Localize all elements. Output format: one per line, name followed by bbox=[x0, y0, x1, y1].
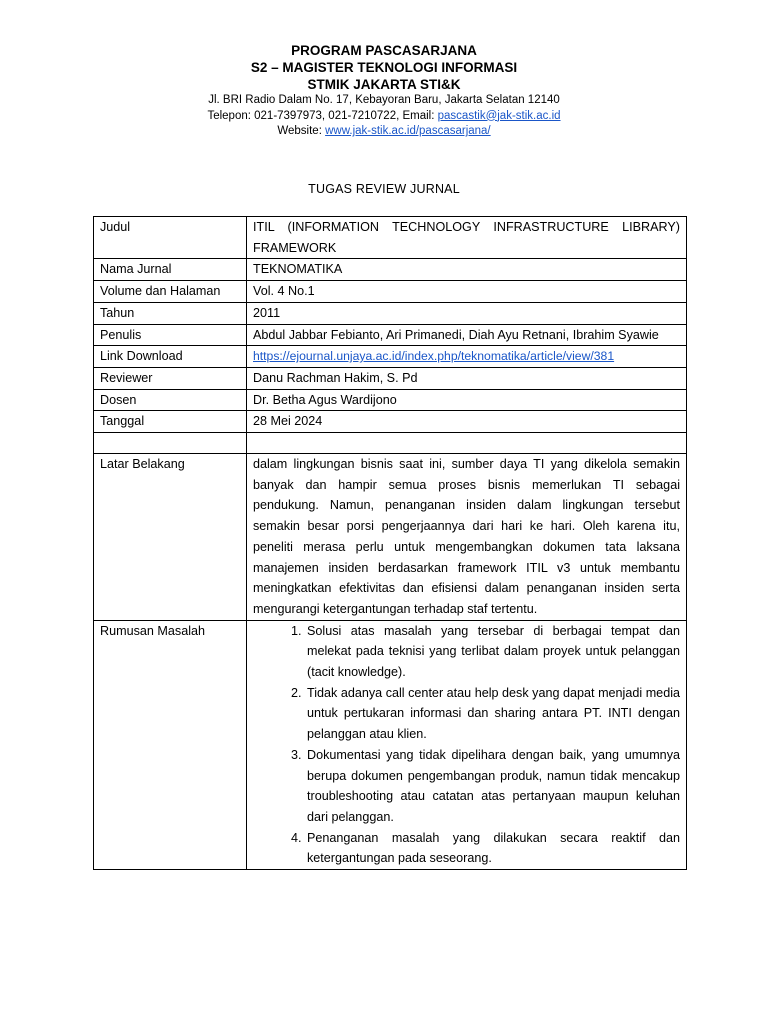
program-name: PROGRAM PASCASARJANA bbox=[291, 43, 477, 58]
problem-list bbox=[253, 621, 680, 869]
label-judul: Judul bbox=[94, 217, 247, 259]
table-row-rumusan-masalah bbox=[94, 620, 687, 869]
table-row-dosen bbox=[94, 389, 687, 411]
table-row-nama-jurnal bbox=[94, 259, 687, 281]
value-penulis: Abdul Jabbar Febianto, Ari Primanedi, Diah Ayu Retnani, Ibrahim Syawie bbox=[247, 324, 687, 346]
empty-cell bbox=[247, 433, 687, 454]
list-item: 3. Dokumentasi yang tidak dipelihara dengan baik, yang umumnya berupa dokumen pengembangan produk, namun tidak mencakup troubleshooting atau catatan atas pertanyaan maupun keluhan dari pelanggan. bbox=[305, 745, 680, 828]
table-row-spacer bbox=[94, 433, 687, 454]
table-row-judul bbox=[94, 217, 687, 259]
website-label: Website: bbox=[277, 125, 326, 137]
label-latar-belakang: Latar Belakang bbox=[94, 454, 247, 621]
label-volume: Volume dan Halaman bbox=[94, 281, 247, 303]
website-line bbox=[0, 124, 768, 140]
value-dosen: Dr. Betha Agus Wardijono bbox=[247, 389, 687, 411]
table-row-link bbox=[94, 346, 687, 368]
empty-cell bbox=[94, 433, 247, 454]
review-table bbox=[93, 216, 687, 870]
value-tahun: 2011 bbox=[247, 302, 687, 324]
download-link[interactable]: https://ejournal.unjaya.ac.id/index.php/teknomatika/article/view/381 bbox=[253, 349, 615, 364]
list-item: 2. Tidak adanya call center atau help desk yang dapat menjadi media untuk pertukaran informasi dan sharing antara PT. INTI dengan pelanggan atau klien. bbox=[305, 683, 680, 745]
institution-name: STMIK JAKARTA STI&K bbox=[307, 77, 461, 92]
phone-text: Telepon: 021-7397973, 021-7210722, Email: bbox=[207, 109, 438, 122]
table-row-volume bbox=[94, 281, 687, 303]
value-reviewer: Danu Rachman Hakim, S. Pd bbox=[247, 367, 687, 389]
value-tanggal: 28 Mei 2024 bbox=[247, 411, 687, 433]
value-link-cell bbox=[247, 346, 687, 368]
table-row-penulis bbox=[94, 324, 687, 346]
website-link[interactable]: www.jak-stik.ac.id/pascasarjana/ bbox=[325, 125, 491, 137]
value-nama-jurnal: TEKNOMATIKA bbox=[247, 259, 687, 281]
label-tanggal: Tanggal bbox=[94, 411, 247, 433]
list-item: 4. Penanganan masalah yang dilakukan secara reaktif dan ketergantungan pada seseorang. bbox=[305, 828, 680, 869]
value-judul: ITIL (INFORMATION TECHNOLOGY INFRASTRUCTURE LIBRARY) FRAMEWORK bbox=[247, 217, 687, 259]
label-nama-jurnal: Nama Jurnal bbox=[94, 259, 247, 281]
label-link: Link Download bbox=[94, 346, 247, 368]
value-rumusan-masalah bbox=[247, 620, 687, 869]
label-rumusan-masalah: Rumusan Masalah bbox=[94, 620, 247, 869]
value-latar-belakang: dalam lingkungan bisnis saat ini, sumber daya TI yang dikelola semakin banyak dan hampir semua proses bisnis memerlukan TI sebagai pendukung. Namun, penanganan insiden dalam lingkungan tersebut semakin besar porsi pengerjaannya dari hari ke hari. Oleh karena itu, peneliti merasa perlu untuk mengembangkan dokumen tata laksana manajemen insiden berdasarkan framework ITIL v3 untuk membantu meningkatkan efektivitas dan efisiensi dalam penanganan insiden serta mengurangi ketergantungan terhadap staf tertentu. bbox=[247, 454, 687, 621]
contact-line bbox=[0, 109, 768, 125]
address-line: Jl. BRI Radio Dalam No. 17, Kebayoran Baru, Jakarta Selatan 12140 bbox=[208, 94, 560, 106]
value-volume: Vol. 4 No.1 bbox=[247, 281, 687, 303]
list-item: 1. Solusi atas masalah yang tersebar di berbagai tempat dan melekat pada teknisi yang terlibat dalam proyek untuk pelanggan (tacit knowledge). bbox=[305, 621, 680, 683]
label-tahun: Tahun bbox=[94, 302, 247, 324]
label-dosen: Dosen bbox=[94, 389, 247, 411]
table-row-reviewer bbox=[94, 367, 687, 389]
label-reviewer: Reviewer bbox=[94, 367, 247, 389]
degree-name: S2 – MAGISTER TEKNOLOGI INFORMASI bbox=[250, 60, 518, 75]
table-row-tanggal bbox=[94, 411, 687, 433]
document-title: TUGAS REVIEW JURNAL bbox=[308, 182, 460, 196]
email-link[interactable]: pascastik@jak-stik.ac.id bbox=[437, 109, 561, 122]
label-penulis: Penulis bbox=[94, 324, 247, 346]
table-row-latar-belakang bbox=[94, 454, 687, 621]
letterhead bbox=[0, 42, 768, 140]
table-row-tahun bbox=[94, 302, 687, 324]
